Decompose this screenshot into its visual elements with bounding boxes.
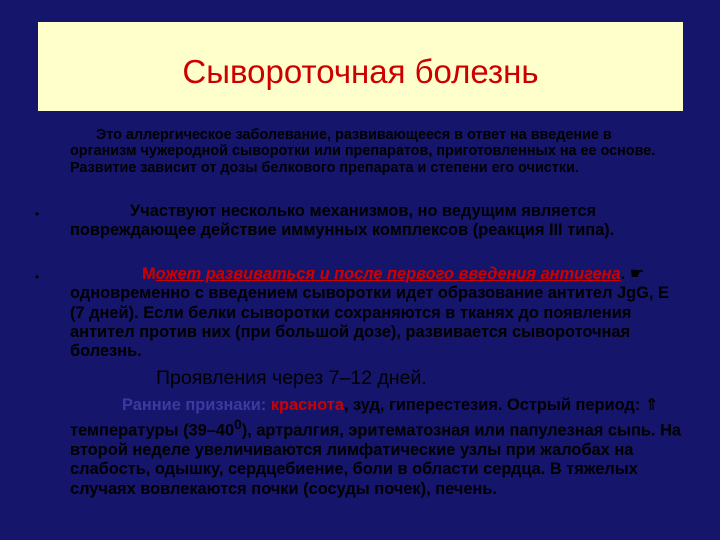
red-italic-phrase: ожет развиваться и после первого введения антигена [155,265,621,283]
period: . [620,265,626,283]
early-signs-label: Ранние признаки: [122,396,267,414]
bullet-paragraph-1: Участвуют несколько механизмов, но ведущим является повреждающее действие иммунных комплексов (реакция III типа). [70,202,615,240]
up-arrow-icon: ⇑ [644,396,659,414]
manifestation-line: Проявления через 7–12 дней. [156,367,427,389]
early-signs-paragraph [70,396,682,499]
bullet-marker-1: • [35,207,40,221]
slide-title: Сывороточная болезнь [182,52,539,90]
degree-superscript: 0 [234,417,242,433]
bullet-paragraph-2 [70,265,682,361]
redness-word: краснота [270,396,344,414]
bullet-marker-2: • [35,270,40,284]
early-text-2: температуры (39–40 [70,421,235,440]
pointer-hand-icon: ☛ [629,265,645,283]
intro-paragraph: Это аллергическое заболевание, развивающееся в ответ на введение в организм чужеродной сыворотки или препаратов, приготовленных на ее основе. Развитие зависит от дозы белкового препарата и степени его очистки. [70,127,656,176]
early-text-3: ), артралгия, эритематозная или папулезная сыпь. На второй неделе увеличиваются лимфатические узлы при жалобах на слабость, одышку, сердцебиение, боли в области сердца. В тяжелых случаях вовлекаются почки (сосуды почек), печень. [70,421,682,498]
bullet2-text: одновременно с введением сыворотки идет образование антител JgG, E (7 дней). Если белки сыворотки сохраняются в тканях до появления антител против них (при большой дозе), развивается сывороточная болезнь. [70,284,669,361]
early-text-1: , зуд, гиперестезия. Острый период: [343,396,645,414]
red-initial: М [142,265,156,283]
